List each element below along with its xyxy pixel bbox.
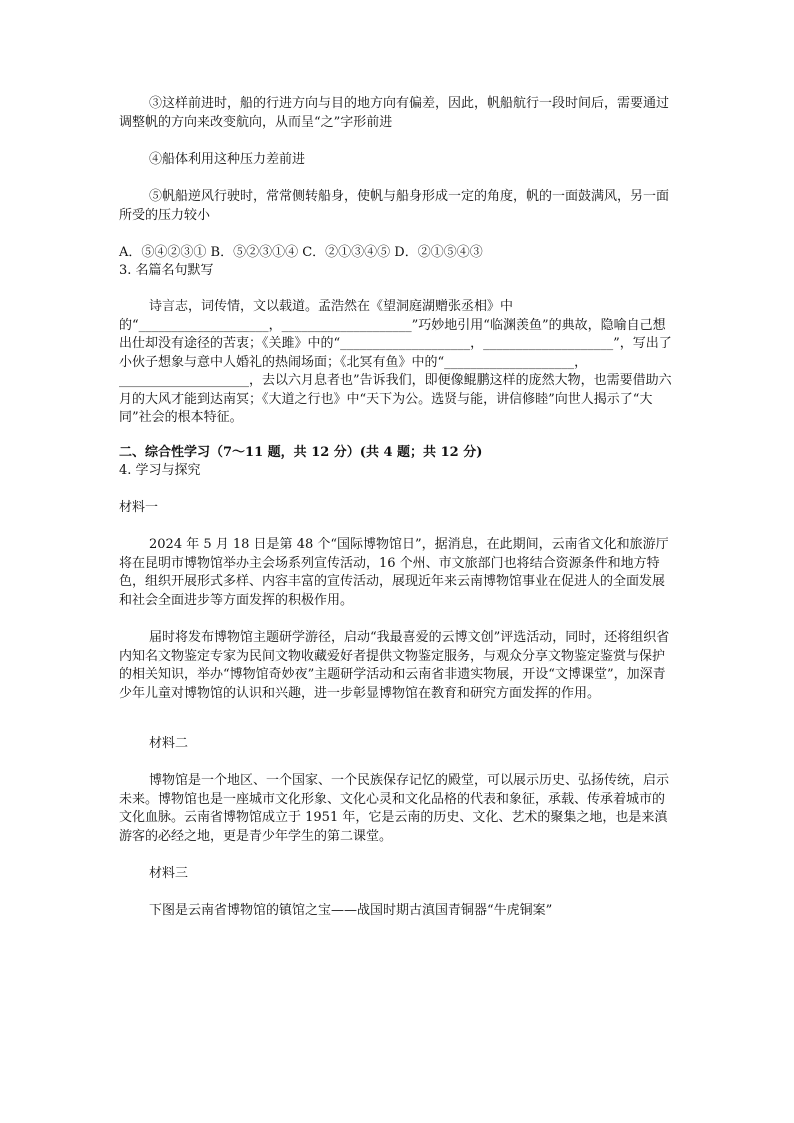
q2-options: A．⑤④②③① B．⑤②③①④ C．②①③④⑤ D．②①⑤④③ <box>119 245 483 260</box>
material-1-paragraph-1: 2024 年 5 月 18 日是第 48 个“国际博物馆日”，据消息，在此期间，云南省文化和旅游厅将在昆明市博物馆举办主会场系列宣传活动，16 个州、市文旅部门也将结合资源条件和地方特色，组织开展形式多样、内容丰富的宣传活动，展现近年来云南博物馆事业在促进人的全面发展和社会全面进步等方面发挥的积极作用。 <box>119 537 669 608</box>
q2-item-5: ⑤帆船逆风行驶时，常常侧转船身，使帆与船身形成一定的角度，帆的一面鼓满风，另一面所受的压力较小 <box>119 189 670 223</box>
material-1-label: 材料一 <box>119 500 159 515</box>
material-3-label: 材料三 <box>149 866 189 881</box>
q4-heading: 4. 学习与探究 <box>119 463 201 478</box>
material-2-paragraph: 博物馆是一个地区、一个国家、一个民族保存记忆的殿堂，可以展示历史、弘扬传统，启示未来。博物馆也是一座城市文化形象、文化心灵和文化品格的代表和象征，承载、传承着城市的文化血脉。云南省博物馆成立于 1951 年，它是云南的历史、文化、艺术的聚集之地，也是来滇游客的必经之地，更是青少年学生的第二课堂。 <box>119 773 670 844</box>
material-2-label: 材料二 <box>149 736 189 751</box>
material-3-paragraph: 下图是云南省博物馆的镇馆之宝——战国时期古滇国青铜器“牛虎铜案” <box>149 903 553 918</box>
q3-heading: 3. 名篇名句默写 <box>119 263 214 278</box>
q2-item-3: ③这样前进时，船的行进方向与目的地方向有偏差，因此，帆船航行一段时间后，需要通过调整帆的方向来改变航向，从而呈“之”字形前进 <box>119 96 670 130</box>
q2-item-4: ④船体利用这种压力差前进 <box>149 152 306 167</box>
section-2-heading: 二、综合性学习（7～11 题，共 12 分）(共 4 题；共 12 分) <box>119 445 483 460</box>
material-1-paragraph-2: 届时将发布博物馆主题研学游径，启动“我最喜爱的云博文创”评选活动，同时，还将组织省内知名文物鉴定专家为民间文物收藏爱好者提供文物鉴定服务，与观众分享文物鉴定鉴赏与保护的相关知识，举办“博物馆奇妙夜”主题研学活动和云南省非遗实物展，开设“文博课堂”，加深青少年儿童对博物馆的认识和兴趣，进一步彰显博物馆在教育和研究方面发挥的作用。 <box>119 630 670 701</box>
q3-body: 诗言志，词传情，文以载道。孟浩然在《望洞庭湖赠张丞相》中的“____________________，____________________”巧妙地引用“临渊羡鱼”的典故，隐喻自己想出仕却没有途径的苦衷；《关雎》中的“____________________，____________________”，写出了小伙子想象与意中人婚礼的热闹场面；《北冥有鱼》中的“____________________，____________________，去以六月息者也”告诉我们，即便像鲲鹏这样的庞然大物，也需要借助六月的大风才能到达南冥；《大道之行也》中“天下为公。选贤与能，讲信修睦”向世人揭示了“大同”社会的根本特征。 <box>119 299 672 425</box>
